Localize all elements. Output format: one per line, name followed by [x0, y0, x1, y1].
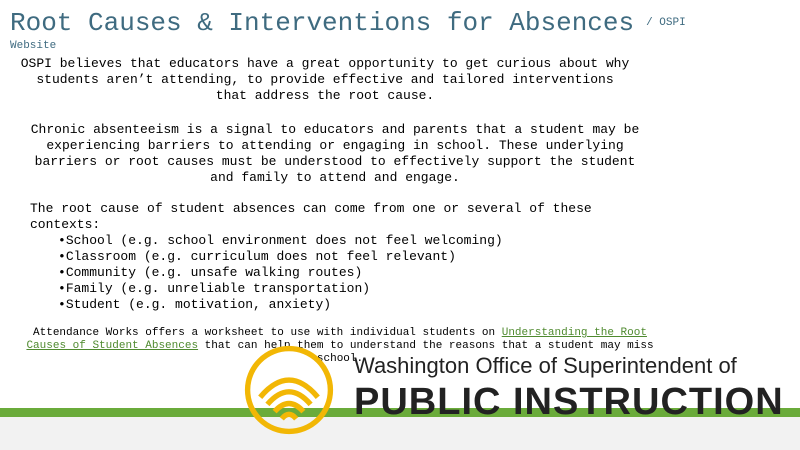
list-item: • Classroom (e.g. curriculum does not feel relevant)	[58, 249, 503, 265]
list-item: • Student (e.g. motivation, anxiety)	[58, 297, 503, 313]
list-item: • Family (e.g. unreliable transportation)	[58, 281, 503, 297]
page-title	[10, 8, 686, 38]
absenteeism-paragraph: Chronic absenteeism is a signal to educators and parents that a student may be experiencing barriers to attending or engaging in school. These underlying barriers or root causes must be understood to effectively support the student and family to attend and engage.	[30, 122, 640, 185]
worksheet-text-before: Attendance Works offers a worksheet to use with individual students on	[33, 327, 502, 339]
source-label-line2[interactable]: Website	[10, 40, 57, 52]
ospi-sun-logo-icon	[244, 345, 334, 435]
root-causes-link[interactable]: Understanding the Root Causes of Student Absences	[26, 327, 647, 352]
page-title-text: Root Causes & Interventions for Absences	[10, 8, 635, 38]
worksheet-text-after: that can help them to understand the reasons that a student may miss school.	[198, 340, 654, 365]
list-item: • Community (e.g. unsafe walking routes)	[58, 265, 503, 281]
list-item: • School (e.g. school environment does not feel welcoming)	[58, 233, 503, 249]
contexts-paragraph: The root cause of student absences can come from one or several of these contexts:	[30, 201, 592, 232]
source-label[interactable]: / OSPI	[646, 17, 686, 30]
org-name-line1: Washington Office of Superintendent of	[354, 353, 737, 378]
org-name-line2: PUBLIC INSTRUCTION	[354, 381, 784, 423]
intro-paragraph: OSPI believes that educators have a great opportunity to get curious about why students aren’t attending, to provide effective and tailored interventions that address the root cause.	[20, 56, 630, 103]
contexts-list	[58, 233, 503, 313]
